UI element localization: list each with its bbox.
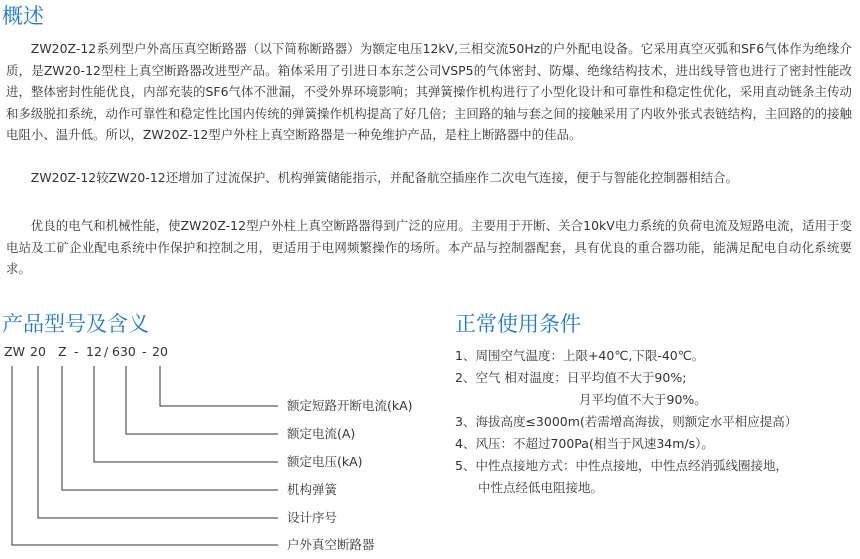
model-title: 产品型号及含义 bbox=[2, 312, 149, 336]
overview-paragraph-2: ZW20Z-12较ZW20-12还增加了过流保护、机构弹簧储能指示，并配备航空插座作二次电气连接，便于与智能化控制器相结合。 bbox=[30, 170, 739, 185]
meaning-outdoor-breaker: 户外真空断路器 bbox=[287, 537, 375, 552]
model-part-voltage: 12 bbox=[86, 344, 102, 359]
model-part-slash: / bbox=[104, 344, 109, 359]
meaning-rated-current: 额定电流(A) bbox=[287, 426, 356, 441]
model-part-dash-1: - bbox=[74, 344, 79, 359]
overview-title: 概述 bbox=[2, 4, 44, 28]
condition-line-3: 3、海拔高度≤3000m(若需增高海拔，则额定水平相应提高） bbox=[455, 414, 798, 429]
condition-line-1: 1、周围空气温度：上限+40℃,下限-40℃。 bbox=[455, 348, 705, 363]
meaning-breaking-current: 额定短路开断电流(kA) bbox=[287, 398, 413, 413]
meaning-rated-voltage: 额定电压(kA) bbox=[287, 454, 363, 469]
model-part-breaking-current: 20 bbox=[152, 344, 168, 359]
model-part-mechanism: Z bbox=[58, 344, 67, 359]
condition-line-2: 2、空气 相对温度：日平均值不大于90%; bbox=[455, 370, 687, 385]
model-part-current: 630 bbox=[112, 344, 136, 359]
condition-line-5: 5、中性点接地方式：中性点接地，中性点经消弧线圈接地， bbox=[455, 458, 788, 473]
overview-paragraph-1: ZW20Z-12系列型户外高压真空断路器（以下简称断路器）为额定电压12kV,三相交流50Hz的户外配电设备。它采用真空灭弧和SF6气体作为绝缘介质，是ZW20-12型柱上真空断路器改进型产品。箱体采用了引进日本东芝公司VSP5的气体密封、防爆、绝缘结构技术，进出线导管也进行了密封性能改进，整体密封性能优良，内部充装的SF6气体不泄漏，不受外界环境影响；其弹簧操作机构进行了小型化设计和可靠性和稳定性优化，采用直动链条主传动和多级脱扣系统，动作可靠性和稳定性比国内传统的弹簧操作机构提高了好几倍；主回路的轴与套之间的接触采用了内收外张式表链结构，主回路的的接触电阻小、温升低。所以，ZW20Z-12型户外柱上真空断路器是一种免维护产品，是柱上断路器中的佳品。 bbox=[6, 41, 852, 142]
condition-line-4: 4、风压：不超过700Pa(相当于风速34m/s）。 bbox=[455, 436, 714, 451]
model-part-series: ZW bbox=[4, 344, 25, 359]
meaning-mechanism: 机构弹簧 bbox=[287, 482, 338, 497]
overview-paragraph-3: 优良的电气和机械性能，使ZW20Z-12型户外柱上真空断路器得到广泛的应用。主要用于开断、关合10kV电力系统的负荷电流及短路电流，适用于变电站及工矿企业配电系统中作保护和控制之用，更适用于电网频繁操作的场所。本产品与控制器配套，具有优良的重合器功能，能满足配电自动化系统要求。 bbox=[6, 218, 852, 276]
condition-line-5b: 中性点经低电阻接地。 bbox=[478, 480, 604, 495]
model-part-design-no: 20 bbox=[30, 344, 46, 359]
model-part-dash-2: - bbox=[142, 344, 147, 359]
meaning-design-no: 设计序号 bbox=[287, 510, 338, 525]
condition-line-2b: 月平均值不大于90%。 bbox=[579, 392, 707, 407]
conditions-title: 正常使用条件 bbox=[455, 312, 581, 336]
